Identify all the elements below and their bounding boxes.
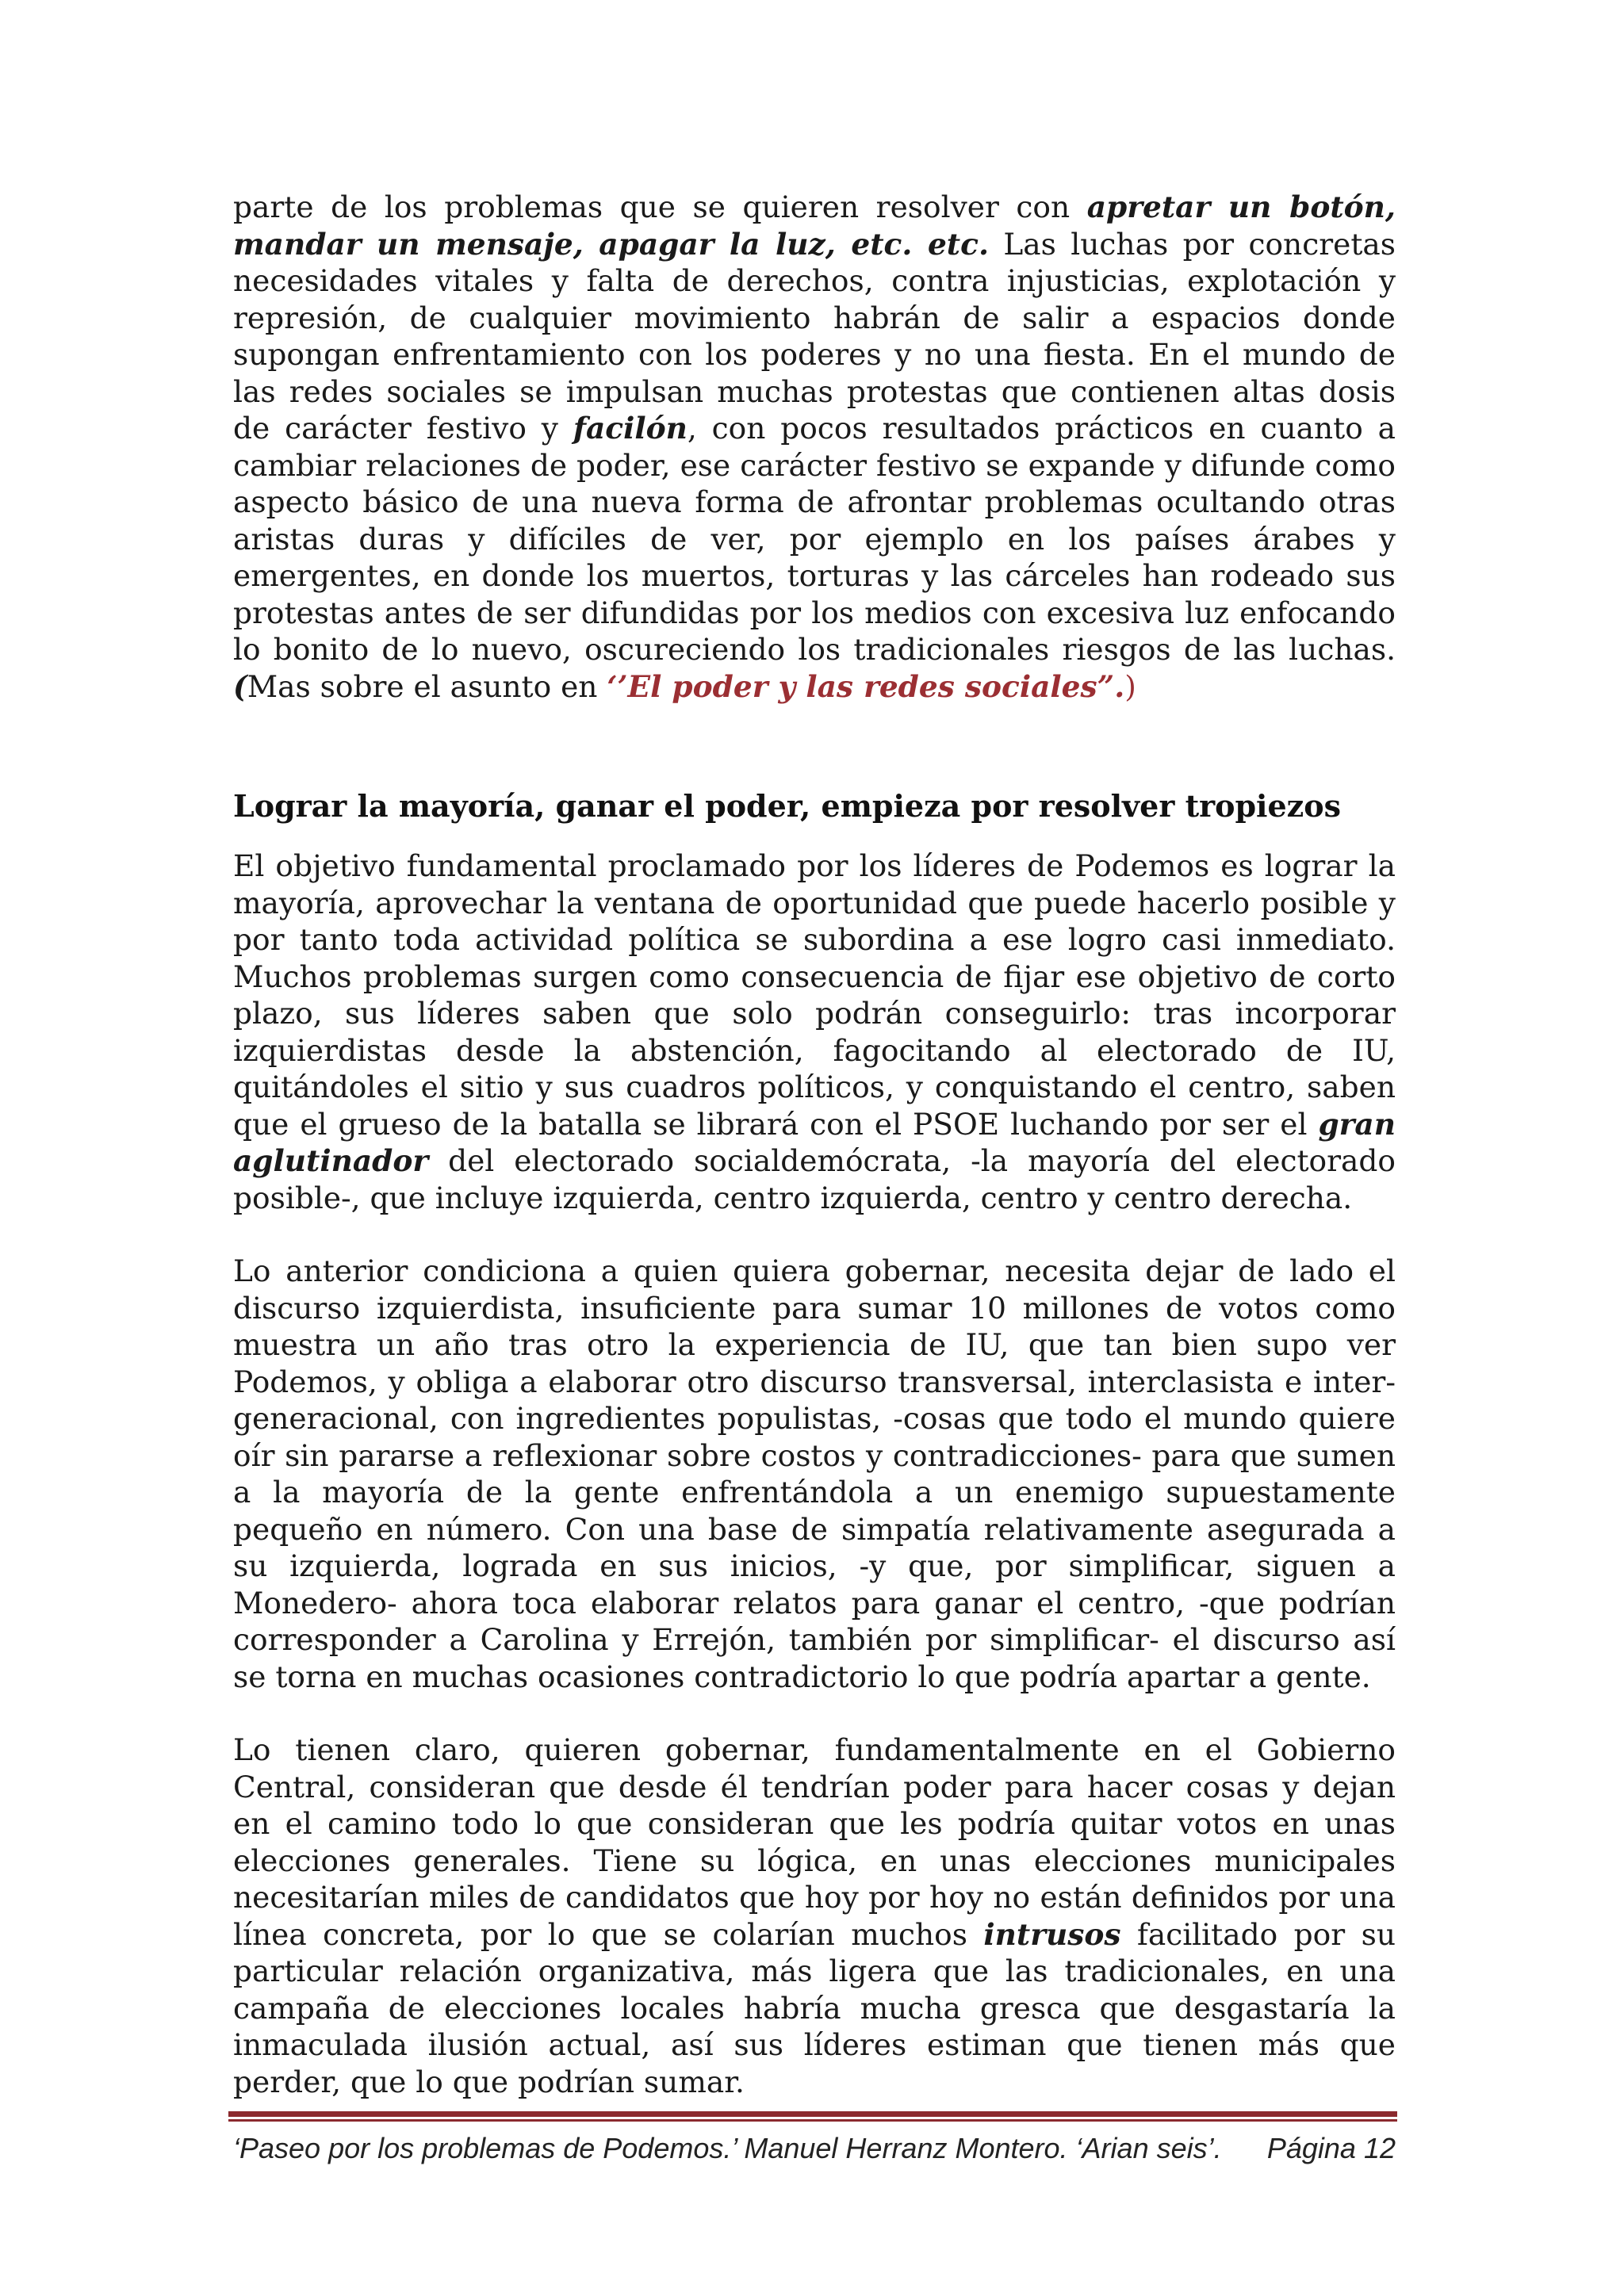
section-heading: Lograr la mayoría, ganar el poder, empieza por resolver tropiezos — [233, 788, 1341, 824]
footer-rule-thin — [228, 2119, 1397, 2122]
text-run: , con pocos resultados prácticos en cuanto a cambiar relaciones de poder, ese carácter festivo se expande y difunde como aspecto básico de una nueva forma de afrontar problemas ocultando otras aristas duras y difíciles de ver, por ejemplo en los países árabes y emergentes, en donde los muertos, torturas y las cárceles han rodeado sus protestas antes de ser difundidas por los medios con excesiva luz enfocando lo bonito de lo nuevo, oscureciendo los tradicionales riesgos de las luchas. — [233, 411, 1396, 667]
page-number: Página 12 — [1266, 2132, 1396, 2164]
text-run: del electorado socialdemócrata, -la mayoría del electorado posible-, que incluye izquierda, centro izquierda, centro y centro derecha. — [233, 1143, 1396, 1215]
text-run: facilitado por su particular relación organizativa, más ligera que las tradicionales, en una campaña de elecciones locales habría mucha gresca que desgastaría la inmaculada ilusión actual, así sus líderes estiman que tienen más que perder, que lo que podrían sumar. — [233, 1916, 1396, 2099]
page-body — [233, 189, 1396, 2137]
text-run: El objetivo fundamental proclamado por los líderes de Podemos es lograr la mayoría, aprovechar la ventana de oportunidad que puede hacerlo posible y por tanto toda actividad política se subordina a ese logro casi inmediato. Muchos problemas surgen como consecuencia de fijar ese objetivo de corto plazo, sus líderes saben que solo podrán conseguirlo: tras incorporar izquierdistas desde la abstención, fagocitando al electorado de IU, quitándoles el sitio y sus cuadros políticos, y conquistando el centro, saben que el grueso de la batalla se librará con el PSOE luchando por ser el — [233, 848, 1396, 1142]
paragraph-continuation — [233, 189, 1396, 705]
text-run: Las luchas por concretas necesidades vitales y falta de derechos, contra injusticias, explotación y represión, de cualquier movimiento habrán de salir a espacios donde supongan enfrentamiento con los poderes y no una fiesta. En el mundo de las redes sociales se impulsan muchas protestas que contienen altas dosis de carácter festivo y — [233, 226, 1396, 446]
emphasis-text: facilón — [573, 411, 688, 446]
paren-open: ( — [233, 668, 247, 704]
footer-rule-thick — [228, 2111, 1397, 2117]
footer-citation: ‘Paseo por los problemas de Podemos.’ Manuel Herranz Montero. ‘Arian seis’. — [233, 2132, 1222, 2164]
text-run: Mas sobre el asunto en — [247, 668, 607, 704]
text-run: Lo tienen claro, quieren gobernar, fundamentalmente en el Gobierno Central, consideran que desde él tendrían poder para hacer cosas y dejan en el camino todo lo que consideran que les podría quitar votos en unas elecciones generales. Tiene su lógica, en unas elecciones municipales necesitarían miles de candidatos que hoy por hoy no están definidos por una línea concreta, por lo que se colarían muchos — [233, 1732, 1396, 1952]
text-run: parte de los problemas que se quieren resolver con — [233, 189, 1087, 224]
paragraph — [233, 1732, 1396, 2100]
article-link[interactable]: ‘’El poder y las redes sociales”. — [607, 668, 1125, 704]
page-footer — [233, 2131, 1396, 2166]
emphasis-text: gran aglutinador — [233, 1106, 1396, 1178]
emphasis-text: intrusos — [983, 1916, 1121, 1952]
text-run: Lo anterior condiciona a quien quiera gobernar, necesita dejar de lado el discurso izquierdista, insuficiente para sumar 10 millones de votos como muestra un año tras otro la experiencia de IU, que tan bien supo ver Podemos, y obliga a elaborar otro discurso transversal, interclasista e inter-generacional, con ingredientes populistas, -cosas que todo el mundo quiere oír sin pararse a reflexionar sobre costos y contradicciones- para que sumen a la mayoría de la gente enfrentándola a un enemigo supuestamente pequeño en número. Con una base de simpatía relativamente asegurada a su izquierda, lograda en sus inicios, -y que, por simplificar, siguen a Monedero- ahora toca elaborar relatos para ganar el centro, -que podrían corresponder a Carolina y Errejón, también por simplificar- el discurso así se torna en muchas ocasiones contradictorio lo que podría apartar a gente. — [233, 1253, 1396, 1694]
paragraph — [233, 1253, 1396, 1695]
emphasis-text: apretar un botón, mandar un mensaje, apagar la luz, etc. etc. — [233, 189, 1396, 262]
paren-close: ) — [1124, 668, 1136, 704]
paragraph — [233, 848, 1396, 1216]
